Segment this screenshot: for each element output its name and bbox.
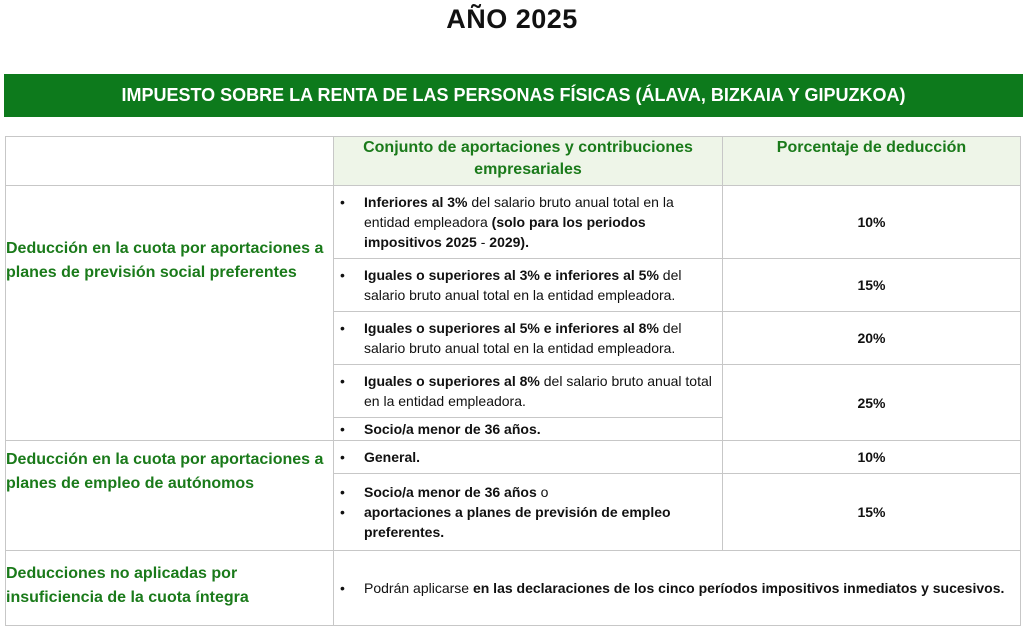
condition-cell bbox=[334, 441, 723, 474]
list-item: • Iguales o superiores al 8% del salario bruto anual total en la entidad empleadora. bbox=[340, 373, 712, 409]
condition-cell bbox=[334, 259, 723, 312]
list-item: • General. bbox=[340, 449, 421, 465]
bullet-icon: • bbox=[340, 580, 345, 596]
bullet-icon: • bbox=[340, 449, 345, 465]
list-item: • Iguales o superiores al 5% e inferiores al 8% del salario bruto anual total en la entidad empleadora. bbox=[340, 320, 682, 356]
table-row bbox=[6, 551, 1021, 626]
condition-cell bbox=[334, 365, 723, 418]
table-row bbox=[6, 186, 1021, 259]
list-item: • Socio/a menor de 36 años. bbox=[340, 421, 541, 437]
percentage-value: 10% bbox=[723, 186, 1021, 259]
bullet-icon: • bbox=[340, 504, 345, 520]
condition-cell bbox=[334, 474, 723, 551]
page-title: AÑO 2025 bbox=[446, 4, 578, 34]
percentage-value: 25% bbox=[723, 365, 1021, 441]
bullet-icon: • bbox=[340, 373, 345, 389]
section-banner: IMPUESTO SOBRE LA RENTA DE LAS PERSONAS FÍSICAS (ÁLAVA, BIZKAIA Y GIPUZKOA) bbox=[4, 74, 1023, 117]
bullet-icon: • bbox=[340, 267, 345, 283]
condition-cell bbox=[334, 186, 723, 259]
percentage-value: 20% bbox=[723, 312, 1021, 365]
condition-cell bbox=[334, 551, 1021, 626]
category-empleo-autonomos: Deducción en la cuota por aportaciones a planes de empleo de autónomos bbox=[6, 441, 334, 551]
empty-header-cell bbox=[6, 137, 334, 186]
deductions-table bbox=[5, 136, 1021, 626]
bullet-icon: • bbox=[340, 484, 345, 500]
bullet-icon: • bbox=[340, 421, 345, 437]
list-item: • Socio/a menor de 36 años o bbox=[340, 484, 549, 500]
list-item: • Iguales o superiores al 3% e inferiores al 5% del salario bruto anual total en la entidad empleadora. bbox=[340, 267, 682, 303]
list-item: • aportaciones a planes de previsión de empleo preferentes. bbox=[340, 504, 671, 540]
list-item: • Podrán aplicarse en las declaraciones de los cinco períodos impositivos inmediatos y sucesivos. bbox=[340, 580, 1005, 596]
percentage-value: 15% bbox=[723, 259, 1021, 312]
header-aportaciones: Conjunto de aportaciones y contribuciones empresariales bbox=[334, 137, 723, 186]
percentage-value: 10% bbox=[723, 441, 1021, 474]
table-header-row bbox=[6, 137, 1021, 186]
category-prevision-social: Deducción en la cuota por aportaciones a planes de previsión social preferentes bbox=[6, 186, 334, 441]
list-item: • Inferiores al 3% del salario bruto anual total en la entidad empleadora (solo para los periodos impositivos 2025 - 2029). bbox=[340, 194, 674, 250]
condition-cell bbox=[334, 312, 723, 365]
percentage-value: 15% bbox=[723, 474, 1021, 551]
condition-cell bbox=[334, 418, 723, 441]
bullet-icon: • bbox=[340, 194, 345, 210]
category-deducciones-no-aplicadas: Deducciones no aplicadas por insuficiencia de la cuota íntegra bbox=[6, 551, 334, 626]
table-row bbox=[6, 441, 1021, 474]
bullet-icon: • bbox=[340, 320, 345, 336]
header-porcentaje: Porcentaje de deducción bbox=[723, 137, 1021, 186]
